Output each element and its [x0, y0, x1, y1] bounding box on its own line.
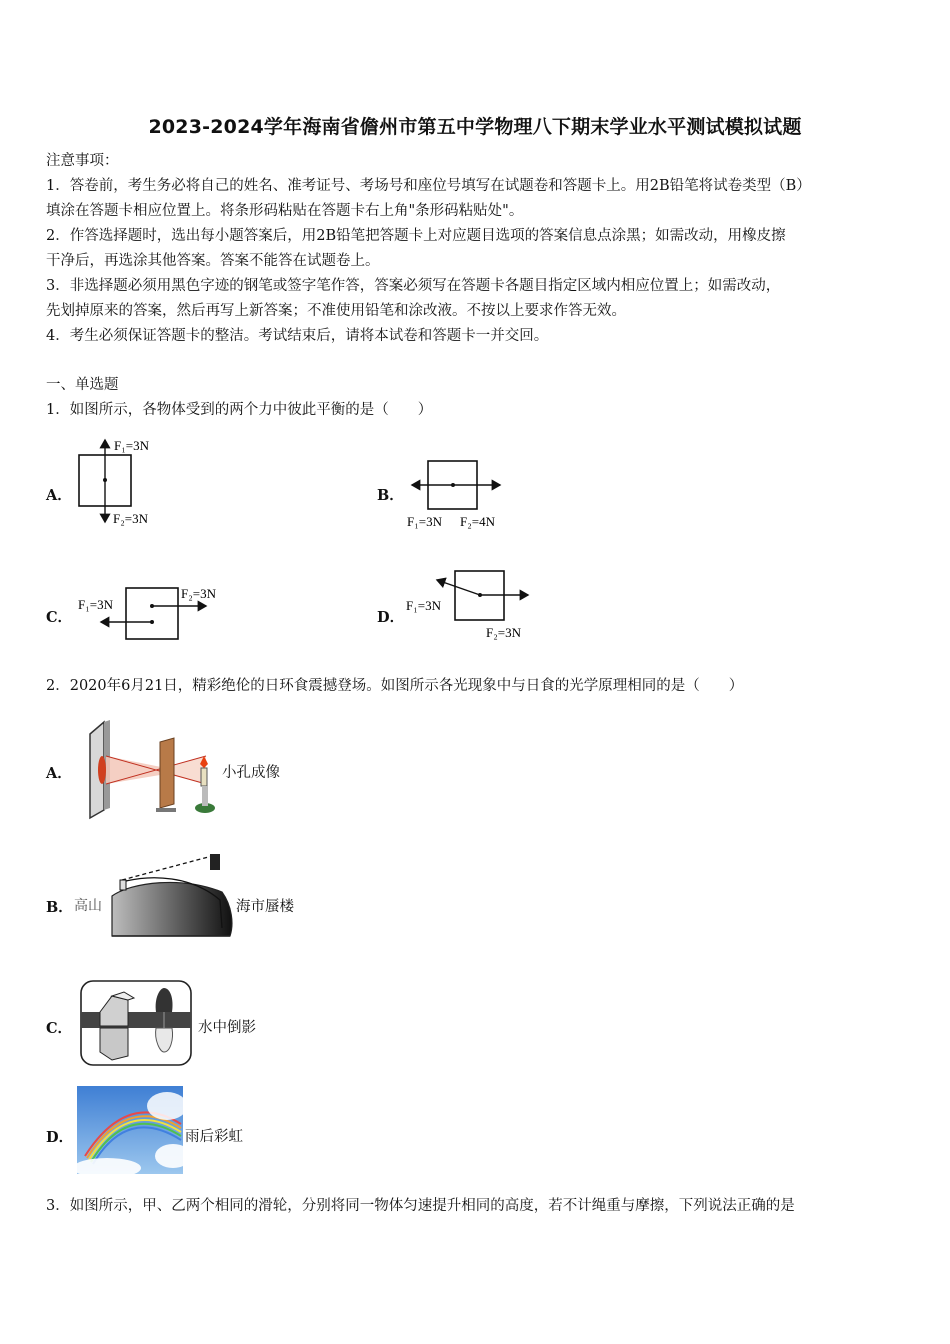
notice-line: 1．答卷前，考生务必将自己的姓名、准考证号、考场号和座位号填写在试题卷和答题卡上。用2B铅笔将试卷类型（B） [46, 178, 811, 194]
notice-line: 填涂在答题卡相应位置上。将条形码粘贴在答题卡右上角"条形码粘贴处"。 [46, 203, 524, 219]
q1-a-f1-label: F₁=3N [114, 438, 149, 453]
q1-option-c-diagram [76, 582, 236, 644]
q1-option-c-label[interactable]: C． [46, 609, 73, 626]
notice-line: 先划掉原来的答案，然后再写上新答案；不准使用铅笔和涂改液。不按以上要求作答无效。 [46, 303, 626, 319]
water-reflection-image [78, 978, 194, 1068]
page-title: 2023-2024学年海南省儋州市第五中学物理八下期末学业水平测试模拟试题 [148, 116, 802, 138]
q2-c-caption: 水中倒影 [198, 1020, 256, 1036]
q1-b-f1-label: F₁=3N [407, 514, 442, 529]
section-heading: 一、单选题 [46, 377, 119, 393]
pinhole-camera-image [84, 712, 224, 820]
notice-line: 3．非选择题必须用黑色字迹的钢笔或签字笔作答，答案必须写在答题卡各题目指定区域内相应位置上；如需改动， [46, 278, 781, 294]
q2-d-caption: 雨后彩虹 [185, 1129, 243, 1145]
q2-b-mountain-label: 高山 [74, 899, 102, 914]
q1-d-f1-label: F₁=3N [406, 598, 441, 613]
notice-line: 4．考生必须保证答题卡的整洁。考试结束后，请将本试卷和答题卡一并交回。 [46, 328, 549, 344]
q2-option-b-label[interactable]: B． [46, 899, 73, 916]
q1-b-f2-label: F₂=4N [460, 514, 495, 529]
q1-option-a-diagram [70, 432, 170, 530]
question-2-stem: 2．2020年6月21日，精彩绝伦的日环食震撼登场。如图所示各光现象中与日食的光学原理相同的是（ ） [46, 678, 744, 694]
question-1-stem: 1．如图所示，各物体受到的两个力中彼此平衡的是（ ） [46, 402, 433, 418]
q1-option-b-label[interactable]: B． [377, 487, 404, 504]
q1-a-f2-label: F₂=3N [113, 511, 148, 526]
q1-option-b-diagram [405, 452, 515, 532]
q1-option-d-label[interactable]: D． [377, 609, 405, 626]
q1-option-d-diagram [404, 566, 544, 644]
q1-c-f2-label: F₂=3N [181, 586, 216, 601]
notice-line: 2．作答选择题时，选出每小题答案后，用2B铅笔把答题卡上对应题目选项的答案信息点涂黑；如需改动，用橡皮擦 [46, 228, 786, 244]
notice-heading: 注意事项： [46, 153, 119, 169]
q2-option-a-label[interactable]: A． [46, 765, 72, 782]
rainbow-image [77, 1086, 183, 1174]
q2-b-caption: 海市蜃楼 [236, 899, 294, 915]
q2-option-c-label[interactable]: C． [46, 1020, 73, 1037]
question-3-stem: 3．如图所示，甲、乙两个相同的滑轮，分别将同一物体匀速提升相同的高度，若不计绳重与摩擦，下列说法正确的是 [46, 1198, 795, 1214]
q1-d-f2-label: F₂=3N [486, 625, 521, 640]
q2-option-d-label[interactable]: D． [46, 1129, 74, 1146]
mirage-image [72, 846, 237, 940]
q1-option-a-label[interactable]: A． [46, 487, 72, 504]
q2-a-caption: 小孔成像 [222, 765, 280, 781]
q1-c-f1-label: F₁=3N [78, 597, 113, 612]
notice-line: 干净后，再选涂其他答案。答案不能答在试题卷上。 [46, 253, 380, 269]
